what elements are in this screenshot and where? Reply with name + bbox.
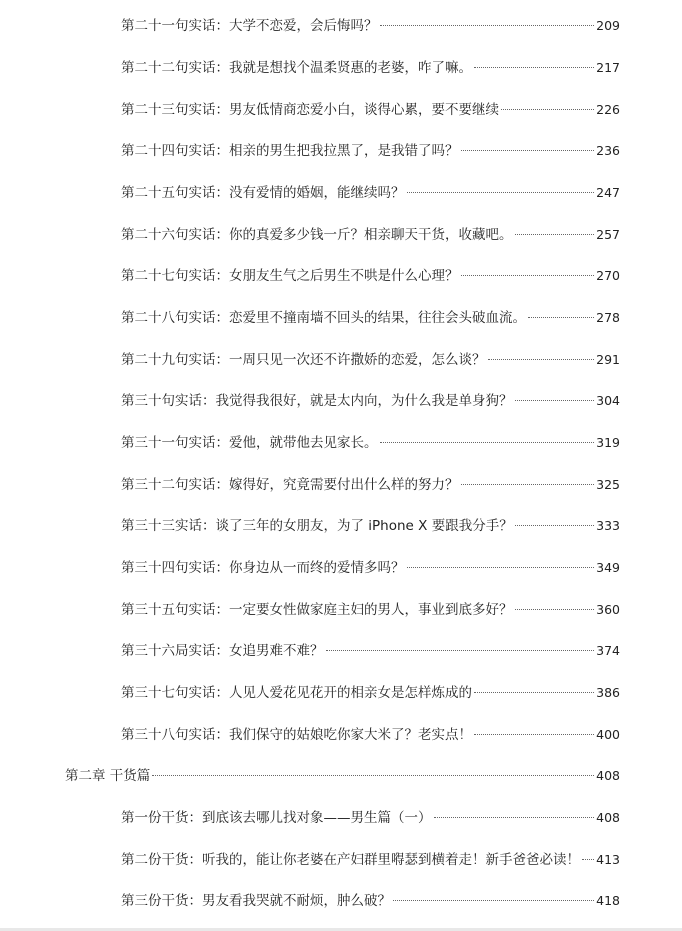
dot-leader — [582, 859, 594, 860]
dot-leader — [474, 734, 594, 735]
toc-entry[interactable] — [121, 558, 620, 578]
toc-entry[interactable] — [121, 891, 620, 911]
toc-entry-title: 第三十七句实话：人见人爱花见花开的相亲女是怎样炼成的 — [121, 685, 472, 701]
toc-entry[interactable] — [121, 308, 620, 328]
toc-entry[interactable] — [121, 433, 620, 453]
toc-entry-title: 第二十三句实话：男友低情商恋爱小白，谈得心累，要不要继续 — [121, 102, 499, 118]
toc-entry-title: 第二十七句实话：女朋友生气之后男生不哄是什么心理？ — [121, 268, 459, 284]
toc-entry-page: 226 — [596, 102, 620, 117]
toc-entry[interactable] — [121, 600, 620, 620]
toc-entry-title: 第三十一句实话：爱他，就带他去见家长。 — [121, 435, 378, 451]
toc-entry-title: 第三十三实话：谈了三年的女朋友，为了 iPhone X 要跟我分手？ — [121, 518, 513, 534]
toc-entry-title: 第一份干货：到底该去哪儿找对象——男生篇（一） — [121, 810, 432, 826]
toc-entry[interactable] — [121, 266, 620, 286]
toc-entry-title: 第三十四句实话：你身边从一而终的爱情多吗？ — [121, 560, 405, 576]
toc-entry-title: 第二十九句实话：一周只见一次还不许撒娇的恋爱，怎么谈？ — [121, 352, 486, 368]
toc-entry-title: 第二十二句实话：我就是想找个温柔贤惠的老婆，咋了嘛。 — [121, 60, 472, 76]
toc-entry[interactable] — [121, 141, 620, 161]
toc-entry-title: 第二十四句实话：相亲的男生把我拉黑了，是我错了吗？ — [121, 143, 459, 159]
toc-entry-page: 209 — [596, 18, 620, 33]
toc-entry-page: 386 — [596, 685, 620, 700]
toc-entry-page: 325 — [596, 477, 620, 492]
toc-entry[interactable] — [121, 683, 620, 703]
toc-chapter-entry[interactable] — [65, 766, 620, 786]
toc-entry[interactable] — [121, 100, 620, 120]
toc-entry[interactable] — [121, 183, 620, 203]
toc-entry-page: 291 — [596, 352, 620, 367]
dot-leader — [407, 192, 595, 193]
dot-leader — [380, 442, 595, 443]
toc-entry-title: 第三十八句实话：我们保守的姑娘吃你家大米了？老实点！ — [121, 727, 472, 743]
toc-entry-page: 333 — [596, 518, 620, 533]
toc-entry[interactable] — [121, 16, 620, 36]
dot-leader — [380, 25, 595, 26]
toc-entry-page: 418 — [596, 893, 620, 908]
toc-entry-title: 第二十八句实话：恋爱里不撞南墙不回头的结果，往往会头破血流。 — [121, 310, 526, 326]
dot-leader — [434, 817, 595, 818]
toc-entry-title: 第三份干货：男友看我哭就不耐烦，肿么破？ — [121, 893, 391, 909]
toc-entry-title: 第二十六句实话：你的真爱多少钱一斤？相亲聊天干货，收藏吧。 — [121, 227, 513, 243]
toc-chapter-title: 第二章 干货篇 — [65, 768, 151, 784]
toc-entry-page: 360 — [596, 602, 620, 617]
toc-entry[interactable] — [121, 475, 620, 495]
dot-leader — [515, 609, 595, 610]
dot-leader — [407, 567, 595, 568]
toc-entry-page: 413 — [596, 852, 620, 867]
toc-entry-title: 第二十五句实话：没有爱情的婚姻，能继续吗？ — [121, 185, 405, 201]
toc-entry-page: 408 — [596, 810, 620, 825]
dot-leader — [515, 400, 595, 401]
toc-entry-title: 第三十六局实话：女追男难不难？ — [121, 643, 324, 659]
toc-entry-title: 第二份干货：听我的，能让你老婆在产妇群里嘚瑟到横着走！新手爸爸必读！ — [121, 852, 580, 868]
toc-entry-page: 278 — [596, 310, 620, 325]
dot-leader — [501, 109, 594, 110]
toc-entry[interactable] — [121, 225, 620, 245]
toc-entry-page: 217 — [596, 60, 620, 75]
dot-leader — [461, 484, 595, 485]
dot-leader — [474, 67, 594, 68]
toc-entry[interactable] — [121, 350, 620, 370]
toc-entry-page: 247 — [596, 185, 620, 200]
toc-entry[interactable] — [121, 725, 620, 745]
toc-entry[interactable] — [121, 391, 620, 411]
dot-leader — [461, 275, 595, 276]
toc-entry[interactable] — [121, 850, 620, 870]
toc-entry-page: 236 — [596, 143, 620, 158]
toc-entry-page: 400 — [596, 727, 620, 742]
toc-entry[interactable] — [121, 641, 620, 661]
toc-entry[interactable] — [121, 808, 620, 828]
toc-entry-title: 第三十二句实话：嫁得好，究竟需要付出什么样的努力？ — [121, 477, 459, 493]
toc-entry[interactable] — [121, 516, 620, 536]
toc-entry-title: 第三十句实话：我觉得我很好，就是太内向，为什么我是单身狗？ — [121, 393, 513, 409]
toc-entry-page: 270 — [596, 268, 620, 283]
dot-leader — [461, 150, 595, 151]
toc-entry-page: 257 — [596, 227, 620, 242]
dot-leader — [152, 775, 594, 776]
toc-entry-page: 304 — [596, 393, 620, 408]
toc-entry-title: 第三十五句实话：一定要女性做家庭主妇的男人，事业到底多好？ — [121, 602, 513, 618]
toc-entry[interactable] — [121, 58, 620, 78]
dot-leader — [488, 359, 595, 360]
toc-entry-page: 408 — [596, 768, 620, 783]
toc-entry-page: 349 — [596, 560, 620, 575]
toc-entry-page: 319 — [596, 435, 620, 450]
dot-leader — [528, 317, 594, 318]
toc-entry-page: 374 — [596, 643, 620, 658]
dot-leader — [515, 525, 594, 526]
dot-leader — [393, 900, 594, 901]
dot-leader — [515, 234, 595, 235]
toc-entry-title: 第二十一句实话：大学不恋爱，会后悔吗？ — [121, 18, 378, 34]
dot-leader — [326, 650, 595, 651]
dot-leader — [474, 692, 594, 693]
